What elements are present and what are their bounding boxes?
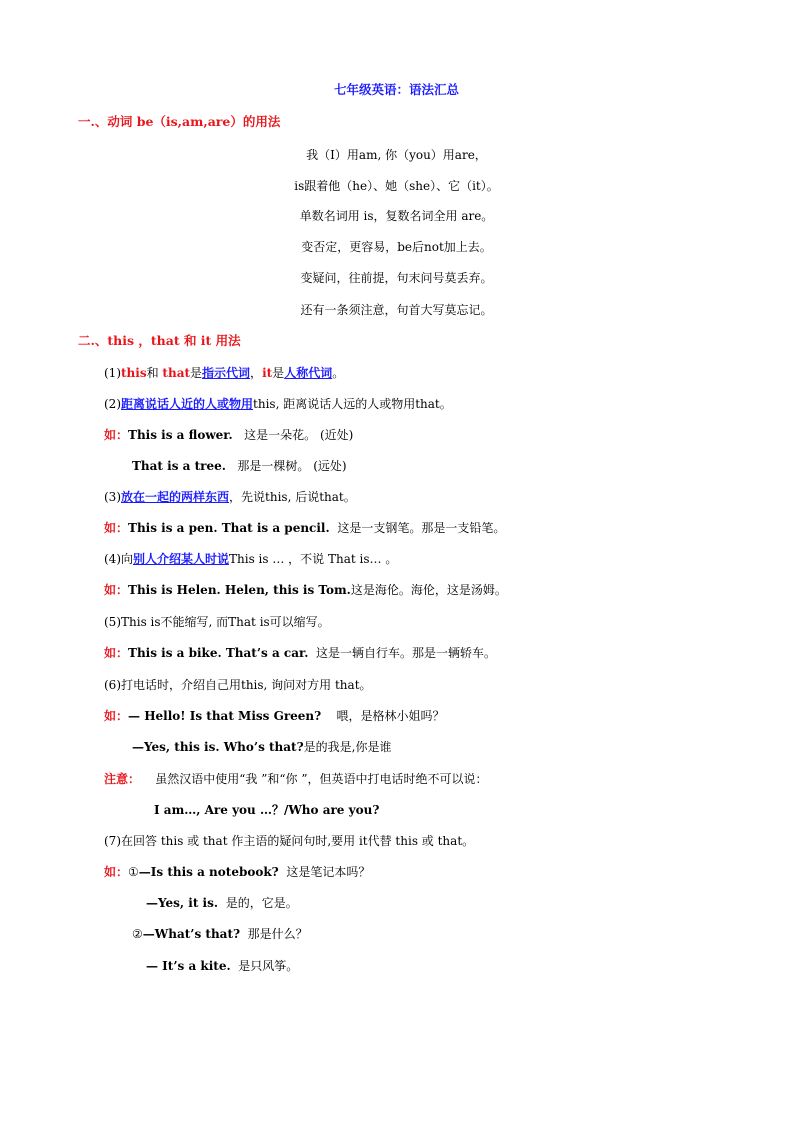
keyword-near: 距离说话人近的人或物用 — [121, 397, 254, 411]
keyword-two-things: 放在一起的两样东西 — [121, 490, 230, 504]
example-7d — [146, 958, 298, 974]
text: 。 — [332, 366, 345, 380]
rhyme-line-6: 还有一条须注意，句首大写莫忘记。 — [300, 303, 493, 317]
example-7b — [146, 895, 298, 911]
example-chinese: 喂，是格林小姐吗？ — [336, 709, 445, 723]
word-it: it — [262, 366, 273, 380]
example-english: This is Helen. Helen, this is Tom. — [128, 583, 351, 597]
text: ， — [250, 366, 263, 380]
point-5: (5)This is不能缩写, 而That is可以缩写。 — [104, 615, 330, 629]
example-chinese: 那是什么？ — [247, 927, 308, 941]
example-chinese: 是的，它是。 — [225, 896, 298, 910]
text: 是 — [190, 366, 203, 380]
example-english: That is a tree. — [132, 459, 226, 473]
rhyme-line-3: 单数名词用 is，复数名词全用 are。 — [299, 209, 494, 223]
example-english: —Is this a notebook? — [138, 865, 279, 879]
example-label: 如： — [104, 428, 129, 442]
keyword-demonstrative-pronoun: 指示代词 — [202, 366, 251, 380]
example-6a — [104, 708, 444, 724]
example-label: 如： — [104, 709, 129, 723]
point-number: (1) — [104, 366, 121, 380]
point-4 — [104, 551, 397, 567]
page-title: 七年级英语：语法汇总 — [333, 82, 459, 97]
example-english: — Hello! Is that Miss Green? — [128, 709, 322, 723]
section2-heading: 二.、this ，that 和 it 用法 — [78, 333, 241, 348]
text: this, 距离说话人远的人或物用that。 — [253, 397, 452, 411]
circled-number: ② — [132, 927, 143, 941]
example-english: —What’s that? — [142, 927, 241, 941]
example-chinese: 这是一支钢笔。那是一支铅笔。 — [337, 521, 506, 535]
example-1b — [132, 458, 347, 474]
example-english: — It’s a kite. — [146, 959, 231, 973]
word-this: this — [121, 366, 147, 380]
point-6: (6)打电话时，介绍自己用this, 询问对方用 that。 — [104, 678, 372, 692]
example-english: This is a pen. That is a pencil. — [128, 521, 330, 535]
text: This is … ，不说 That is… 。 — [229, 552, 398, 566]
note-label: 注意： — [104, 772, 141, 786]
note — [104, 771, 487, 787]
example-chinese: 这是一朵花。 (近处) — [244, 428, 354, 442]
word-that: that — [162, 366, 191, 380]
text: 和 — [146, 366, 163, 380]
example-label: 如： — [104, 865, 129, 879]
example-chinese: 这是一辆自行车。那是一辆轿车。 — [316, 646, 497, 660]
point-number: (3) — [104, 490, 121, 504]
section1-heading: 一.、动词 be（is,am,are）的用法 — [78, 114, 281, 129]
text: 是 — [272, 366, 285, 380]
example-7a — [104, 864, 370, 880]
example-chinese: 是只风筝。 — [238, 959, 299, 973]
example-english: This is a flower. — [128, 428, 233, 442]
keyword-introduce: 别人介绍某人时说 — [133, 552, 230, 566]
note-example: I am…, Are you …？/Who are you? — [154, 803, 380, 817]
example-label: 如： — [104, 521, 129, 535]
rhyme-line-2: is跟着他（he）、她（she）、它（it）。 — [294, 179, 499, 193]
keyword-personal-pronoun: 人称代词 — [284, 366, 333, 380]
example-chinese: 这是笔记本吗？ — [286, 865, 371, 879]
text: ，先说this, 后说that。 — [229, 490, 356, 504]
point-7: (7)在回答 this 或 that 作主语的疑问句时,要用 it代替 this 或 that。 — [104, 834, 475, 848]
example-1a — [104, 427, 353, 443]
rhyme-line-4: 变否定，更容易，be后not加上去。 — [301, 240, 492, 254]
point-number: (2) — [104, 397, 121, 411]
example-label: 如： — [104, 646, 129, 660]
circled-number: ① — [128, 865, 139, 879]
point-3 — [104, 489, 356, 505]
example-english: —Yes, this is. Who’s that? — [132, 740, 304, 754]
point-1 — [104, 365, 344, 381]
example-english: —Yes, it is. — [146, 896, 219, 910]
point-number: (4)向 — [104, 552, 133, 566]
rhyme-line-5: 变疑问，往前提，句末问号莫丢弃。 — [300, 271, 493, 285]
example-chinese: 这是海伦。海伦，这是汤姆。 — [350, 583, 507, 597]
example-7c — [132, 926, 308, 942]
example-label: 如： — [104, 583, 129, 597]
point-2 — [104, 396, 452, 412]
rhyme-line-1: 我（I）用am, 你（you）用are， — [306, 148, 487, 162]
example-4 — [104, 582, 507, 598]
example-chinese: 那是一棵树。 (远处) — [237, 459, 347, 473]
example-6b — [132, 739, 391, 755]
example-3 — [104, 520, 505, 536]
note-text: 虽然汉语中使用“我 ”和“你 ”，但英语中打电话时绝不可以说： — [155, 772, 488, 786]
example-5 — [104, 645, 496, 661]
example-chinese: 是的我是,你是谁 — [303, 740, 392, 754]
example-english: This is a bike. That’s a car. — [128, 646, 309, 660]
